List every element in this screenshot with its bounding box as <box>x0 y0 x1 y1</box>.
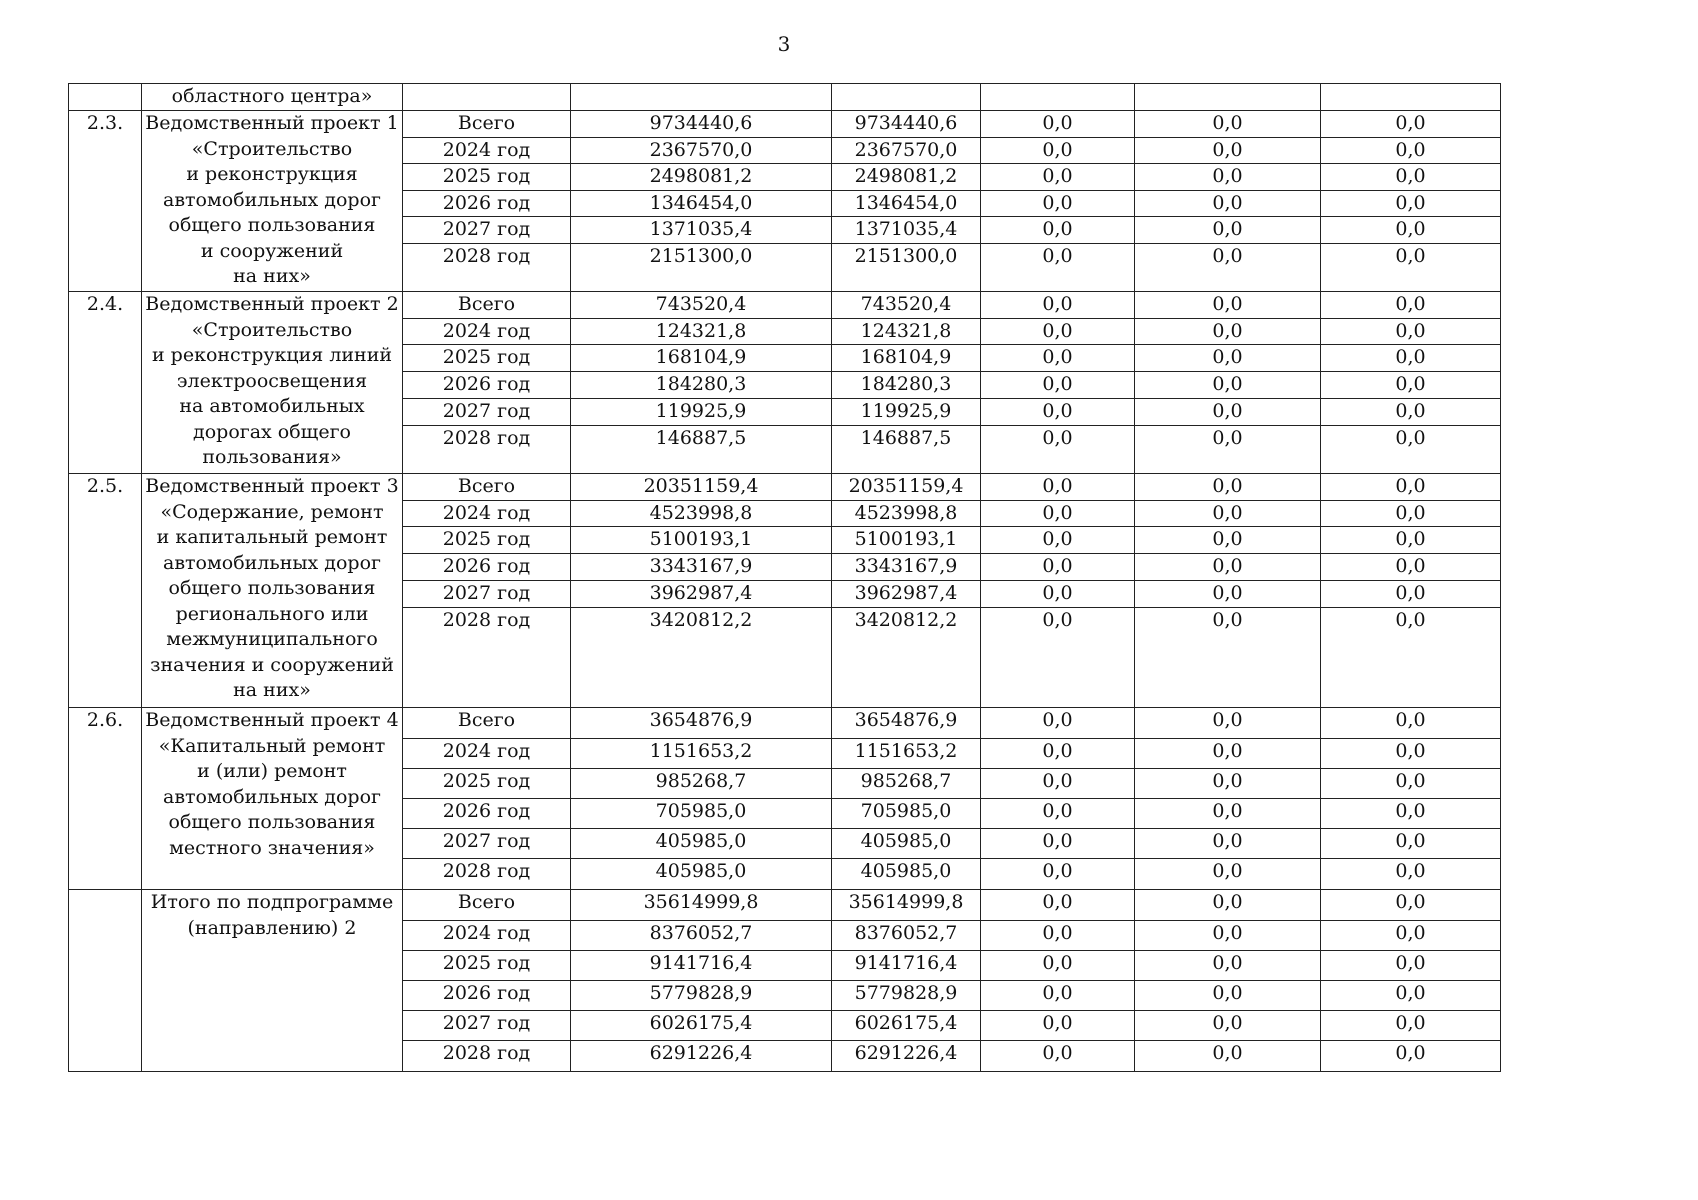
total-cell: 5100193,1 <box>571 527 832 554</box>
value-cell: 0,0 <box>1321 859 1501 890</box>
value-cell: 9141716,4 <box>832 951 981 981</box>
project-name-cell: Ведомственный проект 3 «Содержание, ремонт и капитальный ремонт автомобильных дорог общего пользования регионального или межмуниципального значения и сооружений на них» <box>142 474 403 708</box>
total-cell: 146887,5 <box>571 426 832 474</box>
value-cell: 0,0 <box>1321 769 1501 799</box>
value-cell: 6026175,4 <box>832 1011 981 1041</box>
value-cell: 0,0 <box>1321 581 1501 608</box>
value-cell: 9734440,6 <box>832 111 981 138</box>
period-cell: 2028 год <box>403 244 571 292</box>
value-cell: 0,0 <box>1135 399 1321 426</box>
index-cell: 2.5. <box>69 474 142 708</box>
period-cell: 2027 год <box>403 399 571 426</box>
period-cell: 2028 год <box>403 426 571 474</box>
total-cell: 4523998,8 <box>571 500 832 527</box>
project-name-cell: областного центра» <box>142 84 403 111</box>
value-cell: 0,0 <box>981 244 1135 292</box>
value-cell: 6291226,4 <box>832 1041 981 1072</box>
total-cell: 405985,0 <box>571 859 832 890</box>
period-cell: Всего <box>403 890 571 921</box>
value-cell: 4523998,8 <box>832 500 981 527</box>
value-cell: 8376052,7 <box>832 921 981 951</box>
value-cell: 0,0 <box>981 111 1135 138</box>
value-cell: 0,0 <box>1321 708 1501 739</box>
total-cell: 6026175,4 <box>571 1011 832 1041</box>
value-cell: 5100193,1 <box>832 527 981 554</box>
period-cell: 2027 год <box>403 217 571 244</box>
period-cell: 2024 год <box>403 739 571 769</box>
period-cell: 2028 год <box>403 1041 571 1072</box>
value-cell: 0,0 <box>1135 500 1321 527</box>
total-cell: 20351159,4 <box>571 474 832 501</box>
value-cell: 0,0 <box>981 608 1135 708</box>
value-cell: 2367570,0 <box>832 137 981 164</box>
funding-table <box>68 83 1501 1072</box>
value-cell: 0,0 <box>981 137 1135 164</box>
total-cell: 168104,9 <box>571 345 832 372</box>
period-cell: 2025 год <box>403 164 571 191</box>
value-cell: 743520,4 <box>832 292 981 319</box>
value-cell: 705985,0 <box>832 799 981 829</box>
period-cell: Всего <box>403 292 571 319</box>
value-cell: 0,0 <box>1135 799 1321 829</box>
value-cell: 0,0 <box>1135 474 1321 501</box>
total-cell: 119925,9 <box>571 399 832 426</box>
value-cell: 0,0 <box>1135 581 1321 608</box>
value-cell: 0,0 <box>981 799 1135 829</box>
total-cell: 3962987,4 <box>571 581 832 608</box>
total-cell: 6291226,4 <box>571 1041 832 1072</box>
value-cell: 405985,0 <box>832 829 981 859</box>
value-cell: 0,0 <box>1321 829 1501 859</box>
value-cell: 3343167,9 <box>832 554 981 581</box>
total-cell: 5779828,9 <box>571 981 832 1011</box>
value-cell: 0,0 <box>1321 890 1501 921</box>
period-cell: Всего <box>403 708 571 739</box>
value-cell: 0,0 <box>1135 164 1321 191</box>
project-name-cell: Ведомственный проект 2 «Строительство и реконструкция линий электроосвещения на автомобильных дорогах общего пользования» <box>142 292 403 474</box>
value-cell: 0,0 <box>981 951 1135 981</box>
value-cell: 146887,5 <box>832 426 981 474</box>
total-cell <box>571 84 832 111</box>
value-cell <box>832 84 981 111</box>
value-cell: 0,0 <box>981 1011 1135 1041</box>
page-number: 3 <box>777 32 791 56</box>
period-cell: 2028 год <box>403 859 571 890</box>
value-cell: 0,0 <box>1321 554 1501 581</box>
value-cell: 0,0 <box>1135 708 1321 739</box>
value-cell: 0,0 <box>981 921 1135 951</box>
value-cell: 0,0 <box>1135 426 1321 474</box>
project-name-cell: Ведомственный проект 4 «Капитальный ремонт и (или) ремонт автомобильных дорог общего пользования местного значения» <box>142 708 403 890</box>
value-cell: 0,0 <box>1321 799 1501 829</box>
total-cell: 705985,0 <box>571 799 832 829</box>
index-cell: 2.3. <box>69 111 142 292</box>
total-cell: 1371035,4 <box>571 217 832 244</box>
project-name-cell: Итого по подпрограмме (направлению) 2 <box>142 890 403 1072</box>
index-cell <box>69 84 142 111</box>
value-cell: 0,0 <box>1321 921 1501 951</box>
period-cell: 2026 год <box>403 799 571 829</box>
value-cell: 0,0 <box>1321 500 1501 527</box>
value-cell: 0,0 <box>1135 981 1321 1011</box>
value-cell: 0,0 <box>1321 318 1501 345</box>
table-row <box>69 890 1501 921</box>
total-cell: 1151653,2 <box>571 739 832 769</box>
period-cell: 2026 год <box>403 981 571 1011</box>
period-cell: 2027 год <box>403 581 571 608</box>
period-cell: 2024 год <box>403 318 571 345</box>
value-cell: 168104,9 <box>832 345 981 372</box>
value-cell: 0,0 <box>1321 137 1501 164</box>
value-cell: 0,0 <box>981 890 1135 921</box>
value-cell: 0,0 <box>981 1041 1135 1072</box>
value-cell: 0,0 <box>981 399 1135 426</box>
value-cell: 0,0 <box>1321 190 1501 217</box>
table-row <box>69 474 1501 501</box>
value-cell: 1151653,2 <box>832 739 981 769</box>
period-cell: 2026 год <box>403 554 571 581</box>
value-cell: 0,0 <box>1135 137 1321 164</box>
period-cell: 2024 год <box>403 500 571 527</box>
value-cell: 0,0 <box>1135 292 1321 319</box>
value-cell: 124321,8 <box>832 318 981 345</box>
period-cell: 2024 год <box>403 137 571 164</box>
value-cell: 985268,7 <box>832 769 981 799</box>
period-cell: 2028 год <box>403 608 571 708</box>
table-body <box>69 84 1501 1072</box>
value-cell: 2151300,0 <box>832 244 981 292</box>
value-cell: 0,0 <box>1321 1041 1501 1072</box>
period-cell: 2025 год <box>403 769 571 799</box>
table-row <box>69 292 1501 319</box>
value-cell: 119925,9 <box>832 399 981 426</box>
period-cell: Всего <box>403 474 571 501</box>
value-cell: 0,0 <box>981 345 1135 372</box>
table-row <box>69 708 1501 739</box>
total-cell: 3343167,9 <box>571 554 832 581</box>
value-cell: 0,0 <box>1321 527 1501 554</box>
value-cell <box>1135 84 1321 111</box>
value-cell: 0,0 <box>981 829 1135 859</box>
value-cell: 0,0 <box>1135 739 1321 769</box>
value-cell: 0,0 <box>1321 426 1501 474</box>
value-cell: 20351159,4 <box>832 474 981 501</box>
value-cell: 0,0 <box>1135 217 1321 244</box>
value-cell: 0,0 <box>1135 890 1321 921</box>
value-cell: 0,0 <box>1321 1011 1501 1041</box>
value-cell: 0,0 <box>981 859 1135 890</box>
period-cell: 2024 год <box>403 921 571 951</box>
period-cell: 2026 год <box>403 190 571 217</box>
period-cell: 2025 год <box>403 951 571 981</box>
value-cell: 0,0 <box>1135 345 1321 372</box>
period-cell: 2025 год <box>403 345 571 372</box>
value-cell: 3962987,4 <box>832 581 981 608</box>
total-cell: 35614999,8 <box>571 890 832 921</box>
total-cell: 3420812,2 <box>571 608 832 708</box>
value-cell: 0,0 <box>1321 244 1501 292</box>
total-cell: 743520,4 <box>571 292 832 319</box>
value-cell: 0,0 <box>1135 769 1321 799</box>
total-cell: 2151300,0 <box>571 244 832 292</box>
index-cell: 2.4. <box>69 292 142 474</box>
index-cell: 2.6. <box>69 708 142 890</box>
period-cell: 2027 год <box>403 829 571 859</box>
value-cell: 0,0 <box>1321 111 1501 138</box>
table-row-continuation <box>69 84 1501 111</box>
total-cell: 3654876,9 <box>571 708 832 739</box>
project-name-cell: Ведомственный проект 1 «Строительство и реконструкция автомобильных дорог общего пользования и сооружений на них» <box>142 111 403 292</box>
value-cell: 0,0 <box>1321 399 1501 426</box>
value-cell: 0,0 <box>1135 318 1321 345</box>
value-cell: 1346454,0 <box>832 190 981 217</box>
value-cell: 0,0 <box>981 426 1135 474</box>
value-cell: 0,0 <box>1135 190 1321 217</box>
value-cell: 0,0 <box>981 500 1135 527</box>
value-cell: 2498081,2 <box>832 164 981 191</box>
table-row <box>69 111 1501 138</box>
value-cell: 0,0 <box>1135 244 1321 292</box>
value-cell: 0,0 <box>1321 608 1501 708</box>
value-cell: 405985,0 <box>832 859 981 890</box>
value-cell: 0,0 <box>1321 981 1501 1011</box>
value-cell: 0,0 <box>981 554 1135 581</box>
period-cell: Всего <box>403 111 571 138</box>
total-cell: 1346454,0 <box>571 190 832 217</box>
total-cell: 8376052,7 <box>571 921 832 951</box>
total-cell: 985268,7 <box>571 769 832 799</box>
value-cell: 0,0 <box>981 217 1135 244</box>
value-cell: 0,0 <box>1135 1011 1321 1041</box>
value-cell: 0,0 <box>1135 921 1321 951</box>
value-cell: 0,0 <box>1321 739 1501 769</box>
value-cell: 0,0 <box>981 190 1135 217</box>
value-cell: 0,0 <box>1135 527 1321 554</box>
value-cell: 5779828,9 <box>832 981 981 1011</box>
value-cell: 0,0 <box>1135 608 1321 708</box>
period-cell: 2027 год <box>403 1011 571 1041</box>
total-cell: 2367570,0 <box>571 137 832 164</box>
value-cell: 0,0 <box>1135 1041 1321 1072</box>
total-cell: 184280,3 <box>571 372 832 399</box>
value-cell: 0,0 <box>981 708 1135 739</box>
value-cell: 0,0 <box>981 474 1135 501</box>
value-cell: 0,0 <box>981 372 1135 399</box>
value-cell: 0,0 <box>1321 217 1501 244</box>
value-cell: 0,0 <box>1135 111 1321 138</box>
value-cell: 35614999,8 <box>832 890 981 921</box>
total-cell: 9734440,6 <box>571 111 832 138</box>
value-cell: 0,0 <box>1321 292 1501 319</box>
value-cell: 3420812,2 <box>832 608 981 708</box>
value-cell: 0,0 <box>981 527 1135 554</box>
value-cell <box>1321 84 1501 111</box>
value-cell: 0,0 <box>1321 951 1501 981</box>
value-cell: 0,0 <box>1135 372 1321 399</box>
value-cell: 0,0 <box>1321 372 1501 399</box>
value-cell: 0,0 <box>1135 554 1321 581</box>
value-cell: 0,0 <box>1321 474 1501 501</box>
period-cell: 2026 год <box>403 372 571 399</box>
total-cell: 9141716,4 <box>571 951 832 981</box>
value-cell: 0,0 <box>981 292 1135 319</box>
value-cell: 0,0 <box>1135 951 1321 981</box>
value-cell: 0,0 <box>981 581 1135 608</box>
value-cell: 0,0 <box>981 318 1135 345</box>
value-cell: 0,0 <box>981 164 1135 191</box>
period-cell: 2025 год <box>403 527 571 554</box>
value-cell: 0,0 <box>1321 164 1501 191</box>
value-cell: 184280,3 <box>832 372 981 399</box>
value-cell: 0,0 <box>1135 859 1321 890</box>
total-cell: 2498081,2 <box>571 164 832 191</box>
value-cell: 0,0 <box>981 981 1135 1011</box>
value-cell: 0,0 <box>981 769 1135 799</box>
total-cell: 124321,8 <box>571 318 832 345</box>
period-cell <box>403 84 571 111</box>
value-cell: 3654876,9 <box>832 708 981 739</box>
total-cell: 405985,0 <box>571 829 832 859</box>
value-cell: 0,0 <box>981 739 1135 769</box>
value-cell: 0,0 <box>1321 345 1501 372</box>
value-cell: 0,0 <box>1135 829 1321 859</box>
value-cell <box>981 84 1135 111</box>
value-cell: 1371035,4 <box>832 217 981 244</box>
index-cell <box>69 890 142 1072</box>
